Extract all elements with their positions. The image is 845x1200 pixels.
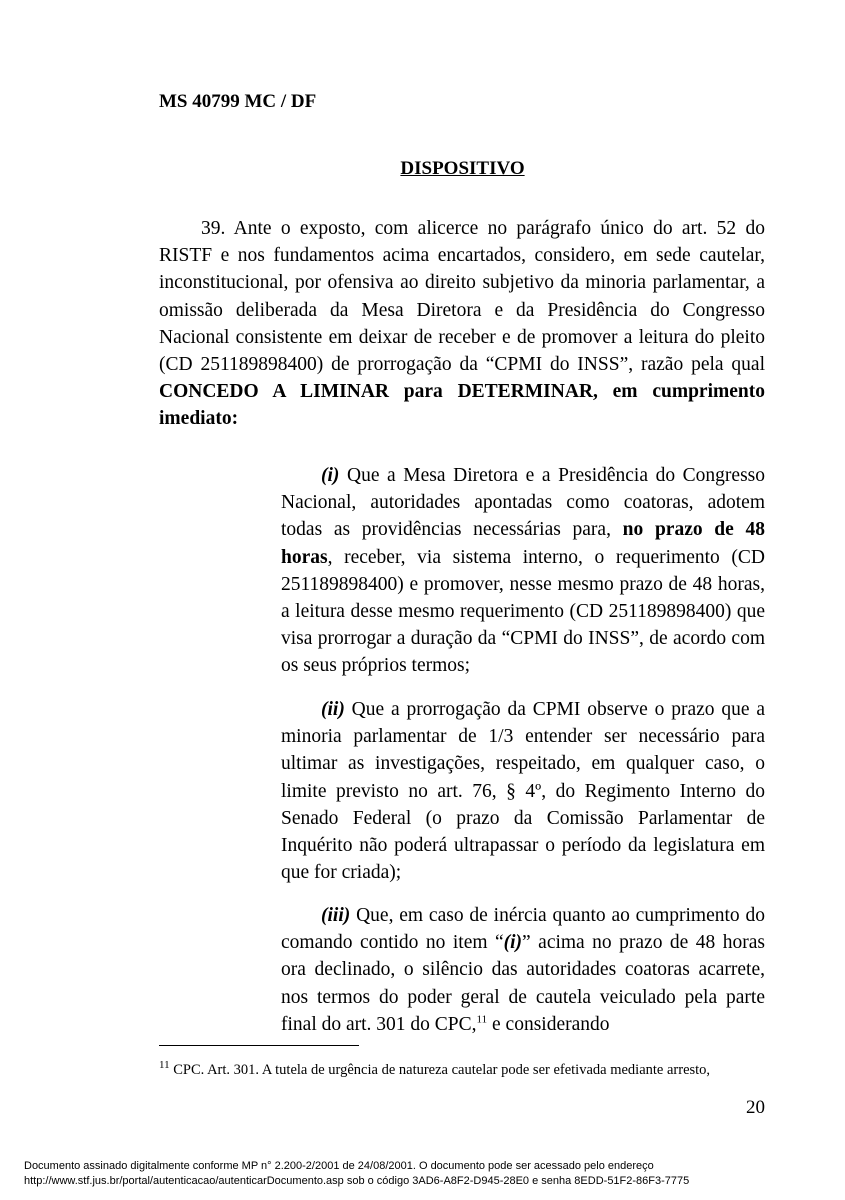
item-label: (i) (321, 465, 340, 486)
main-paragraph (159, 215, 765, 433)
main-paragraph-bold: CONCEDO A LIMINAR para DETERMINAR, em cumprimento imediato: (159, 381, 765, 430)
item-label: (iii) (321, 905, 351, 926)
item-bold: no prazo de 48 horas (281, 519, 765, 568)
footnote-divider (159, 1045, 359, 1046)
item-text: Que, em caso de inércia quanto ao cumprimento do comando contido no item “ (281, 905, 765, 954)
item-text: , receber, via sistema interno, o requerimento (CD 251189898400) e promover, nesse mesmo prazo de 48 horas, a leitura desse mesmo requerimento (CD 251189898400) que visa prorrogar a duração da “CPMI do INSS”, de acordo com os seus próprios termos; (281, 546, 765, 677)
item-reference: (i) (503, 932, 523, 954)
item-text: Que a Mesa Diretora e a Presidência do Congresso Nacional, autoridades apontadas como coatoras, adotem todas as providências necessárias para, (281, 465, 765, 541)
case-header: MS 40799 MC / DF (159, 91, 317, 112)
item-text: e considerando (487, 1013, 610, 1035)
footnote (159, 1061, 779, 1079)
footnote-number: 11 (159, 1059, 170, 1072)
footnote-text: CPC. Art. 301. A tutela de urgência de natureza cautelar pode ser efetivada mediante arresto, (169, 1062, 711, 1078)
signature-url-line[interactable]: http://www.stf.jus.br/portal/autenticacao/autenticarDocumento.asp sob o código 3AD6-A8F2-D945-28E0 e senha 8EDD-51F2-86F3-7775 (24, 1175, 690, 1187)
item-text: ” acima no prazo de 48 horas ora declinado, o silêncio das autoridades coatoras acarrete, nos termos do poder geral de cautela veiculado pela parte final do art. 301 do CPC, (281, 932, 765, 1035)
footnote-reference[interactable]: 11 (476, 1013, 488, 1026)
list-item (281, 902, 765, 1038)
digital-signature-notice (24, 1159, 834, 1189)
main-paragraph-text: 39. Ante o exposto, com alicerce no parágrafo único do art. 52 do RISTF e nos fundamentos acima encartados, considero, em sede cautelar, inconstitucional, por ofensiva ao direito subjetivo da minoria parlamentar, a omissão deliberada da Mesa Diretora e da Presidência do Congresso Nacional consistente em deixar de receber e de promover a leitura do pleito (CD 251189898400) de prorrogação da “CPMI do INSS”, razão pela qual (159, 218, 765, 376)
signature-line: Documento assinado digitalmente conforme MP n° 2.200-2/2001 de 24/08/2001. O documento pode ser acessado pelo endereço (24, 1160, 654, 1172)
item-label: (ii) (321, 699, 345, 720)
item-text: Que a prorrogação da CPMI observe o prazo que a minoria parlamentar de 1/3 entender ser necessário para ultimar as investigações, respeitado, em qualquer caso, o limite previsto no art. 76, § 4º, do Regimento Interno do Senado Federal (o prazo da Comissão Parlamentar de Inquérito não poderá ultrapassar o período da legislatura em que for criada); (281, 699, 765, 884)
list-item (281, 462, 765, 680)
section-title: DISPOSITIVO (400, 158, 525, 179)
list-item (281, 696, 765, 886)
page-number: 20 (746, 1097, 765, 1118)
